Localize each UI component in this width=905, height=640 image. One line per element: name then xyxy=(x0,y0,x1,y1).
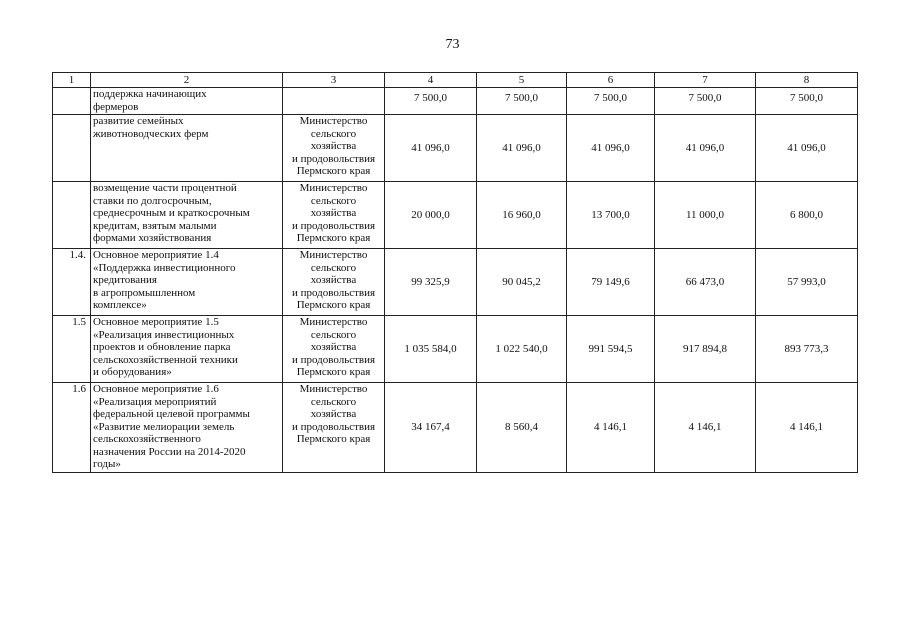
value-cell: 79 149,6 xyxy=(567,249,655,316)
value-cell: 6 800,0 xyxy=(756,182,858,249)
description-line: Основное мероприятие 1.6 xyxy=(93,383,219,395)
column-header: 2 xyxy=(91,73,283,88)
description-line: назначения России на 2014-2020 xyxy=(93,445,246,458)
responsible-line: Пермского края xyxy=(296,366,371,378)
row-number-cell xyxy=(53,88,91,115)
description-cell xyxy=(91,316,283,383)
value-cell: 90 045,2 xyxy=(477,249,567,316)
description-line: сельскохозяйственного xyxy=(93,433,201,445)
description-cell xyxy=(91,182,283,249)
row-number-cell xyxy=(53,182,91,249)
table-row xyxy=(53,316,858,383)
responsible-line: Министерство xyxy=(299,249,368,261)
value-cell: 66 473,0 xyxy=(655,249,756,316)
description-line: сельскохозяйственной техники xyxy=(93,353,238,366)
value-cell: 7 500,0 xyxy=(655,88,756,115)
value-cell: 11 000,0 xyxy=(655,182,756,249)
description-line: комплексе» xyxy=(93,299,147,311)
column-header: 5 xyxy=(477,73,567,88)
description-cell xyxy=(91,88,283,115)
table-row xyxy=(53,182,858,249)
description-line: и оборудования» xyxy=(93,366,172,378)
description-line: федеральной целевой программы xyxy=(93,408,250,420)
responsible-line: хозяйства xyxy=(310,207,357,219)
column-header: 1 xyxy=(53,73,91,88)
table-header-row xyxy=(53,73,858,88)
responsible-line: Министерство xyxy=(299,383,368,395)
description-line: развитие семейных xyxy=(93,115,184,127)
responsible-cell xyxy=(283,88,385,115)
description-line: среднесрочным и краткосрочным xyxy=(93,207,250,219)
description-line: кредитам, взятым малыми xyxy=(93,219,217,232)
value-cell: 13 700,0 xyxy=(567,182,655,249)
description-line: кредитования xyxy=(93,274,157,286)
value-cell: 7 500,0 xyxy=(477,88,567,115)
value-cell: 16 960,0 xyxy=(477,182,567,249)
value-cell: 893 773,3 xyxy=(756,316,858,383)
table-row xyxy=(53,115,858,182)
description-line: возмещение части процентной xyxy=(93,182,237,194)
value-cell: 7 500,0 xyxy=(567,88,655,115)
responsible-line: хозяйства xyxy=(310,408,357,420)
responsible-line: Министерство xyxy=(299,182,368,194)
responsible-line: Пермского края xyxy=(296,165,371,177)
value-cell: 7 500,0 xyxy=(756,88,858,115)
description-line: Основное мероприятие 1.5 xyxy=(93,316,219,328)
page-number: 73 xyxy=(445,37,460,52)
value-cell: 991 594,5 xyxy=(567,316,655,383)
description-cell xyxy=(91,249,283,316)
description-line: годы» xyxy=(93,458,121,470)
column-header: 3 xyxy=(283,73,385,88)
column-header: 6 xyxy=(567,73,655,88)
description-line: в агропромышленном xyxy=(93,286,196,299)
value-cell: 4 146,1 xyxy=(655,383,756,473)
responsible-line: Министерство xyxy=(299,115,368,127)
value-cell: 1 022 540,0 xyxy=(477,316,567,383)
responsible-line: хозяйства xyxy=(310,274,357,286)
description-line: «Реализация мероприятий xyxy=(93,395,217,408)
description-line: формами хозяйствования xyxy=(93,232,212,244)
responsible-cell xyxy=(283,383,385,473)
responsible-line: Пермского края xyxy=(296,232,371,244)
value-cell: 1 035 584,0 xyxy=(385,316,477,383)
table-row xyxy=(53,88,858,115)
responsible-line: и продовольствия xyxy=(291,420,376,433)
budget-table xyxy=(52,72,858,473)
description-line: «Реализация инвестиционных xyxy=(93,328,235,341)
description-line: поддержка начинающих xyxy=(93,88,207,100)
description-line: фермеров xyxy=(93,100,139,113)
value-cell: 41 096,0 xyxy=(756,115,858,182)
responsible-line: сельского xyxy=(310,261,357,274)
value-cell: 41 096,0 xyxy=(477,115,567,182)
responsible-line: и продовольствия xyxy=(291,286,376,299)
responsible-line: сельского xyxy=(310,127,357,140)
row-number-cell xyxy=(53,115,91,182)
responsible-line: хозяйства xyxy=(310,341,357,353)
description-line: ставки по долгосрочным, xyxy=(93,194,212,207)
description-line: «Поддержка инвестиционного xyxy=(93,261,236,274)
responsible-line: и продовольствия xyxy=(291,152,376,165)
responsible-line: сельского xyxy=(310,194,357,207)
value-cell: 57 993,0 xyxy=(756,249,858,316)
value-cell: 7 500,0 xyxy=(385,88,477,115)
responsible-cell xyxy=(283,115,385,182)
row-number-cell: 1.5 xyxy=(53,316,91,383)
responsible-line: и продовольствия xyxy=(291,219,376,232)
description-line: проектов и обновление парка xyxy=(93,341,231,353)
row-number-cell: 1.6 xyxy=(53,383,91,473)
description-cell xyxy=(91,383,283,473)
description-cell xyxy=(91,115,283,182)
responsible-line: сельского xyxy=(310,395,357,408)
table-row xyxy=(53,383,858,473)
column-header: 4 xyxy=(385,73,477,88)
responsible-line: сельского xyxy=(310,328,357,341)
responsible-line: хозяйства xyxy=(310,140,357,152)
value-cell: 4 146,1 xyxy=(567,383,655,473)
value-cell: 8 560,4 xyxy=(477,383,567,473)
value-cell: 41 096,0 xyxy=(385,115,477,182)
description-line: «Развитие мелиорации земель xyxy=(93,420,235,433)
responsible-line: Министерство xyxy=(299,316,368,328)
value-cell: 34 167,4 xyxy=(385,383,477,473)
description-line: животноводческих ферм xyxy=(93,127,209,140)
value-cell: 41 096,0 xyxy=(567,115,655,182)
responsible-line: и продовольствия xyxy=(291,353,376,366)
responsible-cell xyxy=(283,182,385,249)
description-line: Основное мероприятие 1.4 xyxy=(93,249,219,261)
value-cell: 4 146,1 xyxy=(756,383,858,473)
responsible-line: Пермского края xyxy=(296,299,371,311)
column-header: 7 xyxy=(655,73,756,88)
value-cell: 917 894,8 xyxy=(655,316,756,383)
row-number-cell: 1.4. xyxy=(53,249,91,316)
responsible-line: Пермского края xyxy=(296,433,371,445)
table-row xyxy=(53,249,858,316)
value-cell: 41 096,0 xyxy=(655,115,756,182)
responsible-cell xyxy=(283,316,385,383)
responsible-cell xyxy=(283,249,385,316)
value-cell: 20 000,0 xyxy=(385,182,477,249)
value-cell: 99 325,9 xyxy=(385,249,477,316)
column-header: 8 xyxy=(756,73,858,88)
